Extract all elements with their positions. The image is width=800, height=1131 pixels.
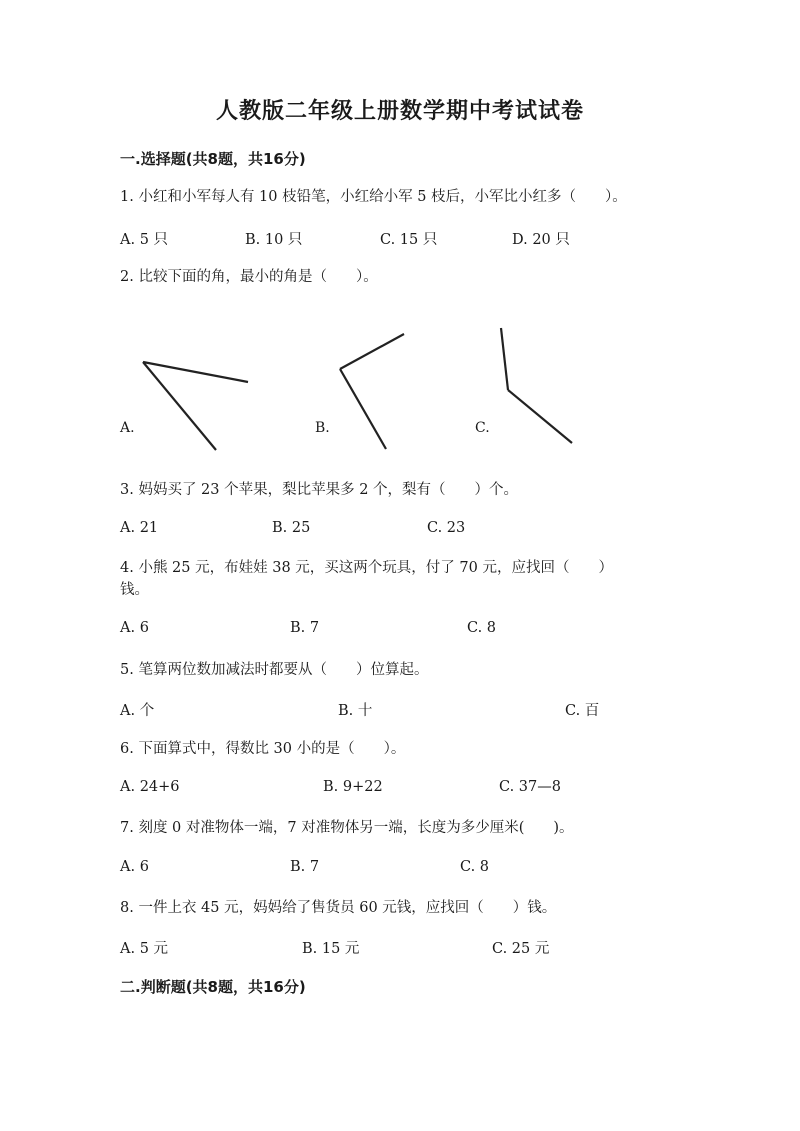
page-title: 人教版二年级上册数学期中考试试卷 [215,99,584,124]
angle-figures [0,300,800,460]
question-8: 8. 一件上衣 45 元，妈妈给了售货员 60 元钱，应找回（ ）钱。 [120,900,557,916]
question-5-option-b: B. 十 [338,703,373,719]
question-2: 2. 比较下面的角，最小的角是（ ）。 [120,269,378,285]
question-1-option-c: C. 15 只 [380,232,438,248]
angle-a-figure [143,362,248,450]
question-3-option-a: A. 21 [120,520,159,536]
question-7-option-b: B. 7 [290,859,320,875]
question-4: 4. 小熊 25 元，布娃娃 38 元，买这两个玩具，付了 70 元，应找回（ ） [120,560,613,576]
question-5: 5. 笔算两位数加减法时都要从（ ）位算起。 [120,662,429,678]
question-1: 1. 小红和小军每人有 10 枝铅笔，小红给小军 5 枝后，小军比小红多（ ）。 [120,189,627,205]
question-4-option-c: C. 8 [467,620,497,636]
question-3-option-c: C. 23 [427,520,466,536]
question-4-option-b: B. 7 [290,620,320,636]
question-2-option-c: C. [475,420,490,436]
question-4-option-a: A. 6 [120,620,149,636]
section-heading-judgment: 二.判断题(共8题，共16分) [120,978,306,996]
question-1-option-b: B. 10 只 [245,232,303,248]
question-6-option-b: B. 9+22 [323,779,383,795]
angle-b-figure [340,334,404,449]
question-2-option-b: B. [315,420,330,436]
question-5-option-a: A. 个 [120,703,155,719]
question-3-option-b: B. 25 [272,520,311,536]
question-6: 6. 下面算式中，得数比 30 小的是（ ）。 [120,741,406,757]
question-4-line-2: 钱。 [120,582,149,598]
angle-c-figure [501,328,572,443]
question-7-option-c: C. 8 [460,859,490,875]
section-heading-choice: 一.选择题(共8题，共16分) [120,150,306,168]
question-8-option-a: A. 5 元 [120,941,169,957]
question-3: 3. 妈妈买了 23 个苹果，梨比苹果多 2 个，梨有（ ）个。 [120,482,519,498]
question-1-option-d: D. 20 只 [512,232,570,248]
question-5-option-c: C. 百 [565,703,600,719]
question-8-option-b: B. 15 元 [302,941,360,957]
question-1-option-a: A. 5 只 [120,232,169,248]
question-6-option-c: C. 37—8 [499,779,561,795]
question-7-option-a: A. 6 [120,859,149,875]
question-8-option-c: C. 25 元 [492,941,550,957]
question-6-option-a: A. 24+6 [120,779,180,795]
question-7: 7. 刻度 0 对准物体一端，7 对准物体另一端，长度为多少厘米( )。 [120,820,574,836]
question-2-option-a: A. [120,420,135,436]
